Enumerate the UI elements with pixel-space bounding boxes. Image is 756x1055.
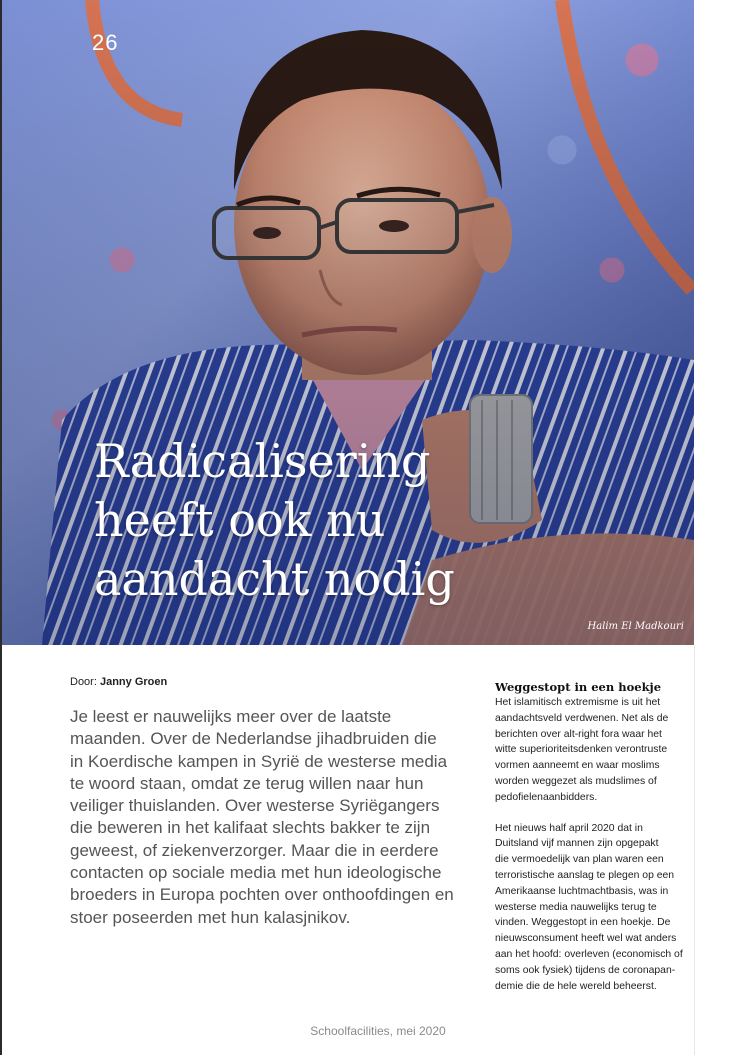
byline-prefix: Door: bbox=[70, 676, 97, 688]
sidebar-line: Het islamitisch extremisme is uit het bbox=[495, 697, 661, 708]
page-footer: Schoolfacilities, mei 2020 bbox=[310, 1024, 446, 1038]
sidebar-line: Het nieuws half april 2020 dat in bbox=[495, 822, 643, 834]
lead-line: geweest, of ziekenverzorger. Maar die in eerdere bbox=[70, 840, 439, 860]
sidebar-line: Amerikaanse luchtmachtbasis, was in bbox=[495, 885, 669, 897]
lead-line: maanden. Over de Nederlandse jihadbruiden die bbox=[70, 729, 437, 749]
sidebar-line: vormen aanneemt en waar moslims bbox=[495, 760, 660, 772]
hero-photo bbox=[2, 0, 694, 645]
sidebar-line: pedofielenaanbidders. bbox=[495, 791, 598, 803]
byline bbox=[70, 676, 167, 688]
headline-line: heeft ook nu bbox=[94, 493, 386, 547]
photo-caption: Halim El Madkouri bbox=[587, 621, 684, 632]
sidebar-line: berichten over alt-right fora waar het bbox=[495, 728, 662, 740]
sidebar-line: worden weggezet als mudslimes of bbox=[495, 775, 657, 787]
sidebar-line: aandachtsveld verdwenen. Net als de bbox=[495, 712, 669, 724]
page-number: 26 bbox=[92, 30, 119, 55]
lead-line: in Koerdische kampen in Syrië de westerse media bbox=[70, 751, 448, 771]
sidebar-line: westerse media nauwelijks terug te bbox=[495, 901, 657, 913]
sidebar-title: Weggestopt in een hoekje bbox=[495, 680, 662, 694]
byline-author: Janny Groen bbox=[99, 676, 168, 688]
sidebar-line: die vermoedelijk van plan waren een bbox=[495, 854, 664, 866]
sidebar-line: terroristische aanslag te plegen op een bbox=[495, 869, 675, 881]
lead-line: Je leest er nauwelijks meer over de laatste bbox=[70, 707, 392, 726]
lead-line: broeders in Europa pochten over onthoofdingen en bbox=[70, 885, 454, 905]
paragraph-gap bbox=[495, 806, 700, 821]
lead-line: die beweren in het kalifaat slechts bakker te zijn bbox=[70, 818, 431, 838]
sidebar-line: aan het hoofd: overleven (economisch of bbox=[495, 948, 683, 960]
headline-line: Radicalisering bbox=[94, 434, 431, 488]
sidebar-line: Duitsland vijf mannen zijn opgepakt bbox=[495, 838, 659, 850]
sidebar-line: witte superioriteitsdenken verontruste bbox=[495, 744, 668, 756]
lead-line: te woord staan, omdat ze terug willen naar hun bbox=[70, 773, 424, 793]
sidebar-line: demie die de hele wereld beheerst. bbox=[495, 980, 657, 992]
sidebar-line: nieuwsconsument heeft wel wat anders bbox=[495, 933, 677, 945]
sidebar-paragraph-1 bbox=[495, 695, 700, 806]
lead-line: veiliger thuislanden. Over westerse Syriëgangers bbox=[70, 796, 440, 816]
lead-line: contacten op sociale media met hun ideologische bbox=[70, 863, 442, 883]
sidebar-paragraph-2 bbox=[495, 821, 700, 995]
lead-paragraph bbox=[70, 706, 478, 929]
headline-line: aandacht nodig bbox=[94, 552, 455, 606]
sidebar-line: vinden. Weggestopt in een hoekje. De bbox=[495, 917, 671, 929]
headline bbox=[94, 432, 654, 609]
lead-line: stoer poseerden met hun kalasjnikov. bbox=[70, 907, 351, 927]
sidebar-line: soms ook fysiek) tijdens de coronapan- bbox=[495, 964, 676, 976]
sidebar-box bbox=[495, 680, 700, 994]
